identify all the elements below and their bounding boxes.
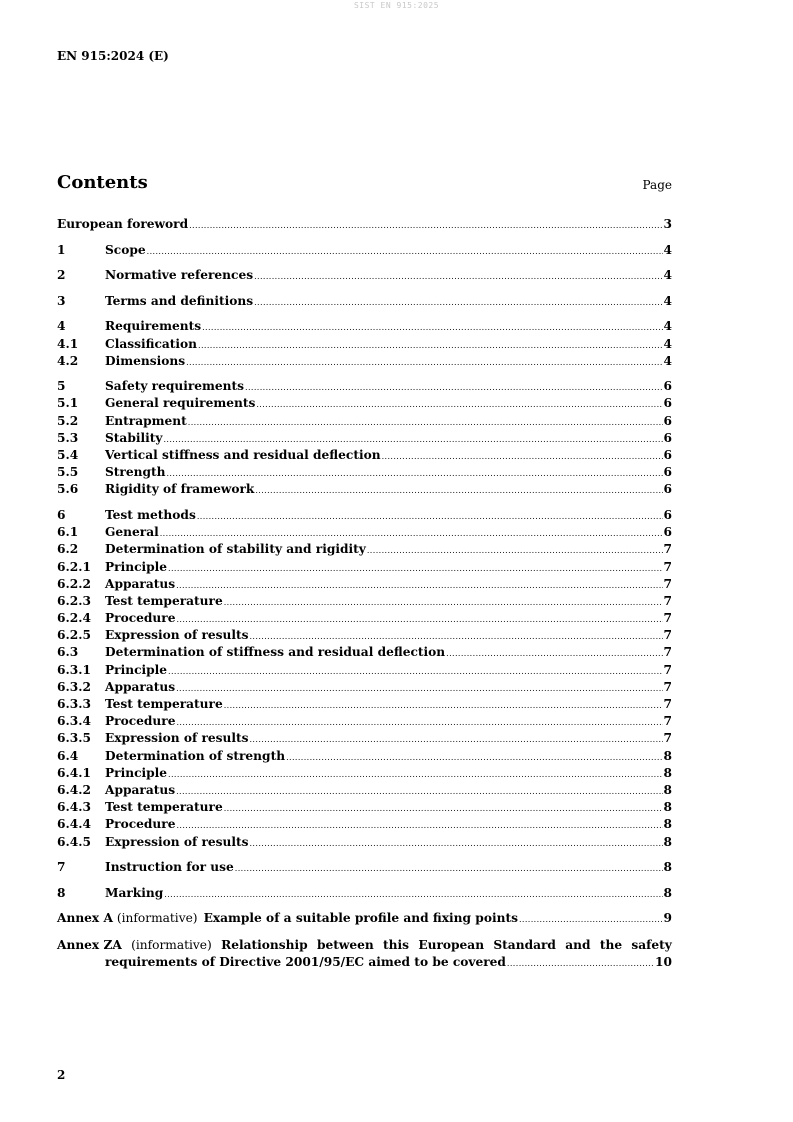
toc-entry-page: 4 — [663, 319, 672, 334]
toc-entry[interactable] — [57, 799, 672, 816]
annex-za-title-word: Standard — [493, 938, 556, 953]
toc-entry[interactable] — [57, 541, 672, 558]
toc-entry[interactable] — [57, 293, 672, 310]
toc-dot-leader — [507, 954, 654, 973]
toc-dot-leader — [166, 464, 662, 482]
toc-entry-title: Apparatus — [105, 782, 176, 797]
toc-dot-leader — [176, 610, 662, 628]
contents-title: Contents — [57, 172, 148, 193]
toc-entry[interactable] — [57, 765, 672, 782]
toc-entry[interactable] — [57, 378, 672, 395]
annex-a-title: Example of a suitable profile and fixing points — [203, 911, 518, 926]
annex-za-kind: (informative) — [131, 938, 212, 953]
toc-entry-number: 2 — [57, 268, 66, 283]
toc-entry-title: Apparatus — [105, 576, 176, 591]
toc-entry-page: 6 — [663, 448, 672, 463]
toc-entry-title: Determination of stiffness and residual deflection — [105, 645, 446, 660]
toc-dot-leader — [254, 293, 662, 311]
toc-entry-title: Principle — [105, 559, 168, 574]
toc-entry-page: 6 — [663, 482, 672, 497]
toc-entry-page: 8 — [663, 782, 672, 797]
toc-entry-title: Rigidity of framework — [105, 482, 255, 497]
annex-za-label: Annex ZA — [57, 938, 122, 953]
toc-dot-leader — [197, 507, 663, 525]
toc-entry-title: Procedure — [105, 817, 176, 832]
toc-entry[interactable] — [57, 859, 672, 876]
toc-dot-leader — [224, 696, 663, 714]
toc-entry-title: Principle — [105, 765, 168, 780]
toc-entry-number: 6.4.1 — [57, 765, 91, 780]
toc-entry-number: 6.3.5 — [57, 731, 91, 746]
toc-dot-leader — [188, 413, 663, 431]
toc-dot-leader — [163, 430, 662, 448]
toc-entry-number: 6.2 — [57, 542, 79, 557]
toc-dot-leader — [256, 395, 662, 413]
toc-dot-leader — [189, 216, 662, 234]
toc-entry-page: 7 — [663, 662, 672, 677]
toc-entry-number: 7 — [57, 860, 66, 875]
toc-entry-page: 8 — [663, 817, 672, 832]
toc-entry-number: 4.1 — [57, 336, 79, 351]
toc-entry-number: 6.3.2 — [57, 679, 91, 694]
toc-entry-title: Scope — [105, 242, 146, 257]
toc-entry-page: 7 — [663, 576, 672, 591]
toc-dot-leader — [164, 885, 662, 903]
toc-entry-page: 8 — [663, 834, 672, 849]
toc-entry-number: 8 — [57, 885, 66, 900]
toc-entry-number: 5.2 — [57, 413, 79, 428]
toc-entry-title: Instruction for use — [105, 860, 234, 875]
toc-entry-page: 8 — [663, 800, 672, 815]
toc-entry-number: 6.4 — [57, 748, 79, 763]
toc-entry-number: 6.2.5 — [57, 628, 91, 643]
toc-entry-page: 6 — [663, 525, 672, 540]
toc-entry-title: Test methods — [105, 507, 196, 522]
annex-za-first-line — [57, 937, 672, 954]
toc-entry-title: Entrapment — [105, 413, 187, 428]
toc-entry-page: 8 — [663, 765, 672, 780]
annex-za-title-word: this — [383, 938, 410, 953]
toc-entry-page: 7 — [663, 628, 672, 643]
toc-entry[interactable] — [57, 242, 672, 259]
toc-entry-title: Requirements — [105, 319, 202, 334]
toc-dot-leader — [245, 378, 663, 396]
toc-entry-page: 6 — [663, 430, 672, 445]
toc-entry-page: 6 — [663, 379, 672, 394]
toc-entry-title: Safety requirements — [105, 379, 245, 394]
toc-entry-title: Apparatus — [105, 679, 176, 694]
toc-entry-page: 8 — [663, 748, 672, 763]
toc-dot-leader — [224, 799, 663, 817]
toc-entry-page: 6 — [663, 507, 672, 522]
toc-entry[interactable] — [57, 430, 672, 447]
toc-entry[interactable] — [57, 559, 672, 576]
toc-dot-leader — [160, 524, 663, 542]
annex-a-kind: (informative) — [116, 911, 198, 926]
toc-entry[interactable] — [57, 524, 672, 541]
toc-entry[interactable] — [57, 593, 672, 610]
contents-header — [57, 172, 672, 198]
annex-a-page: 9 — [663, 911, 672, 926]
annex-za-page: 10 — [655, 954, 672, 969]
toc-entry-page: 6 — [663, 465, 672, 480]
toc-dot-leader — [147, 242, 663, 260]
toc-dot-leader — [168, 559, 662, 577]
toc-entry-number: 5.1 — [57, 396, 79, 411]
toc-entry-page: 4 — [663, 268, 672, 283]
toc-entry-title: Dimensions — [105, 353, 186, 368]
toc-entry-page: 3 — [663, 217, 672, 231]
toc-entry[interactable] — [57, 318, 672, 335]
toc-entry[interactable] — [57, 748, 672, 765]
toc-entry[interactable] — [57, 336, 672, 353]
annex-za-title-word: between — [316, 938, 374, 953]
toc-annex-a[interactable] — [57, 910, 672, 929]
toc-entry-number: 6.3.1 — [57, 662, 91, 677]
toc-entry-number: 6.2.4 — [57, 611, 91, 626]
toc-entry-title: Procedure — [105, 611, 176, 626]
toc-entry-title: Test temperature — [105, 593, 223, 608]
toc-entry-number: 1 — [57, 242, 66, 257]
toc-dot-leader — [168, 662, 662, 680]
toc-entry-title: Principle — [105, 662, 168, 677]
toc-entry-title: Classification — [105, 336, 198, 351]
toc-annex-za[interactable] — [57, 937, 672, 972]
toc-entry-page: 7 — [663, 731, 672, 746]
toc-entry-number: 6.4.2 — [57, 782, 91, 797]
toc-entry[interactable] — [57, 816, 672, 833]
toc-entry-number: 6.4.3 — [57, 800, 91, 815]
toc-dot-leader — [176, 816, 662, 834]
toc-entry[interactable] — [57, 507, 672, 524]
annex-za-title-word: the — [599, 938, 623, 953]
toc-entry-page: 4 — [663, 242, 672, 257]
annex-za-title-word: and — [565, 938, 591, 953]
toc-entry-number: 5 — [57, 379, 66, 394]
toc-entry-page: 4 — [663, 336, 672, 351]
toc-entry-number: 5.4 — [57, 448, 79, 463]
toc-dot-leader — [176, 576, 662, 594]
toc-entry-page: 6 — [663, 413, 672, 428]
toc-entry-number: 6.4.4 — [57, 817, 91, 832]
toc-entry[interactable] — [57, 834, 672, 851]
toc-dot-leader — [519, 910, 663, 929]
toc-entry[interactable] — [57, 413, 672, 430]
toc-entry-title: Marking — [105, 885, 164, 900]
page-column-label: Page — [642, 178, 672, 192]
toc-entry-page: 7 — [663, 593, 672, 608]
toc-entry[interactable] — [57, 576, 672, 593]
toc-entry-number: 6 — [57, 507, 66, 522]
toc-entry-title: Terms and definitions — [105, 293, 254, 308]
toc-entry-number: 6.4.5 — [57, 834, 91, 849]
toc-dot-leader — [249, 834, 662, 852]
toc-entry-number: 4.2 — [57, 353, 79, 368]
annex-za-title-word: European — [418, 938, 485, 953]
toc-dot-leader — [446, 644, 662, 662]
toc-entry-page: 8 — [663, 860, 672, 875]
toc-entry-page: 7 — [663, 611, 672, 626]
document-id: EN 915:2024 (E) — [57, 49, 169, 63]
toc-entry-number: 6.2.3 — [57, 593, 91, 608]
toc-entry-title: Vertical stiffness and residual deflection — [105, 448, 381, 463]
toc-entry-page: 6 — [663, 396, 672, 411]
toc-dot-leader — [168, 765, 662, 783]
toc-entry-title: Normative references — [105, 268, 254, 283]
toc-entry-title: Expression of results — [105, 834, 249, 849]
toc-entry-number: 5.3 — [57, 430, 79, 445]
toc-entry[interactable] — [57, 464, 672, 481]
toc-dot-leader — [176, 713, 662, 731]
annex-za-title-word: Relationship — [221, 938, 308, 953]
annex-za-title-continued: requirements of Directive 2001/95/EC aimed to be covered — [105, 954, 506, 969]
toc-entry-page: 7 — [663, 559, 672, 574]
toc-entry-page: 7 — [663, 679, 672, 694]
toc-entry-number: 6.3.4 — [57, 714, 91, 729]
toc-entry[interactable] — [57, 395, 672, 412]
toc-entry[interactable] — [57, 713, 672, 730]
toc-entry-title: Determination of strength — [105, 748, 286, 763]
toc-dot-leader — [186, 353, 662, 371]
table-of-contents — [57, 216, 672, 972]
toc-entry-page: 7 — [663, 542, 672, 557]
toc-dot-leader — [255, 481, 662, 499]
toc-entry-number: 6.1 — [57, 525, 79, 540]
toc-entry[interactable] — [57, 447, 672, 464]
toc-entry[interactable] — [57, 696, 672, 713]
watermark: SIST EN 915:2025 — [353, 1, 440, 10]
toc-entry-title: Expression of results — [105, 628, 249, 643]
annex-za-title-word: safety — [631, 938, 672, 953]
toc-dot-leader — [254, 267, 662, 285]
toc-entry[interactable] — [57, 627, 672, 644]
toc-dot-leader — [235, 859, 663, 877]
toc-entry-title: Stability — [105, 430, 163, 445]
toc-entry-number: 5.5 — [57, 465, 79, 480]
toc-entry[interactable] — [57, 216, 672, 233]
toc-dot-leader — [198, 336, 663, 354]
toc-entry-number: 6.3.3 — [57, 697, 91, 712]
toc-dot-leader — [202, 318, 662, 336]
toc-entry-number: 5.6 — [57, 482, 79, 497]
toc-dot-leader — [249, 730, 662, 748]
toc-entry-title: Expression of results — [105, 731, 249, 746]
toc-entry-number: 4 — [57, 319, 66, 334]
toc-entry-number: 6.2.1 — [57, 559, 91, 574]
toc-entry-page: 7 — [663, 697, 672, 712]
toc-entry-number: 3 — [57, 293, 66, 308]
annex-za-second-line — [57, 954, 672, 973]
footer-page-number: 2 — [57, 1068, 66, 1082]
toc-entry-page: 8 — [663, 885, 672, 900]
toc-entry-number: 6.3 — [57, 645, 79, 660]
toc-entry-title: European foreword — [57, 217, 189, 231]
toc-entry[interactable] — [57, 730, 672, 747]
toc-dot-leader — [224, 593, 663, 611]
toc-entry[interactable] — [57, 662, 672, 679]
annex-a-label: Annex A — [57, 911, 113, 926]
toc-entry-page: 4 — [663, 293, 672, 308]
toc-dot-leader — [176, 679, 662, 697]
toc-entry[interactable] — [57, 644, 672, 661]
toc-entry[interactable] — [57, 782, 672, 799]
toc-dot-leader — [382, 447, 663, 465]
toc-dot-leader — [286, 748, 662, 766]
toc-entry-page: 4 — [663, 353, 672, 368]
toc-entry-title: Test temperature — [105, 800, 223, 815]
toc-entry-title: Test temperature — [105, 697, 223, 712]
toc-entry-title: Procedure — [105, 714, 176, 729]
toc-entry[interactable] — [57, 610, 672, 627]
toc-entry-title: Determination of stability and rigidity — [105, 542, 366, 557]
toc-entry-title: Strength — [105, 465, 166, 480]
toc-entry[interactable] — [57, 481, 672, 498]
toc-entry[interactable] — [57, 267, 672, 284]
toc-dot-leader — [249, 627, 662, 645]
toc-entry[interactable] — [57, 353, 672, 370]
toc-dot-leader — [367, 541, 663, 559]
toc-entry-title: General requirements — [105, 396, 256, 411]
toc-entry[interactable] — [57, 679, 672, 696]
toc-dot-leader — [176, 782, 662, 800]
toc-entry-page: 7 — [663, 645, 672, 660]
toc-entry[interactable] — [57, 885, 672, 902]
toc-entry-title: General — [105, 525, 159, 540]
toc-entry-page: 7 — [663, 714, 672, 729]
toc-entry-number: 6.2.2 — [57, 576, 91, 591]
